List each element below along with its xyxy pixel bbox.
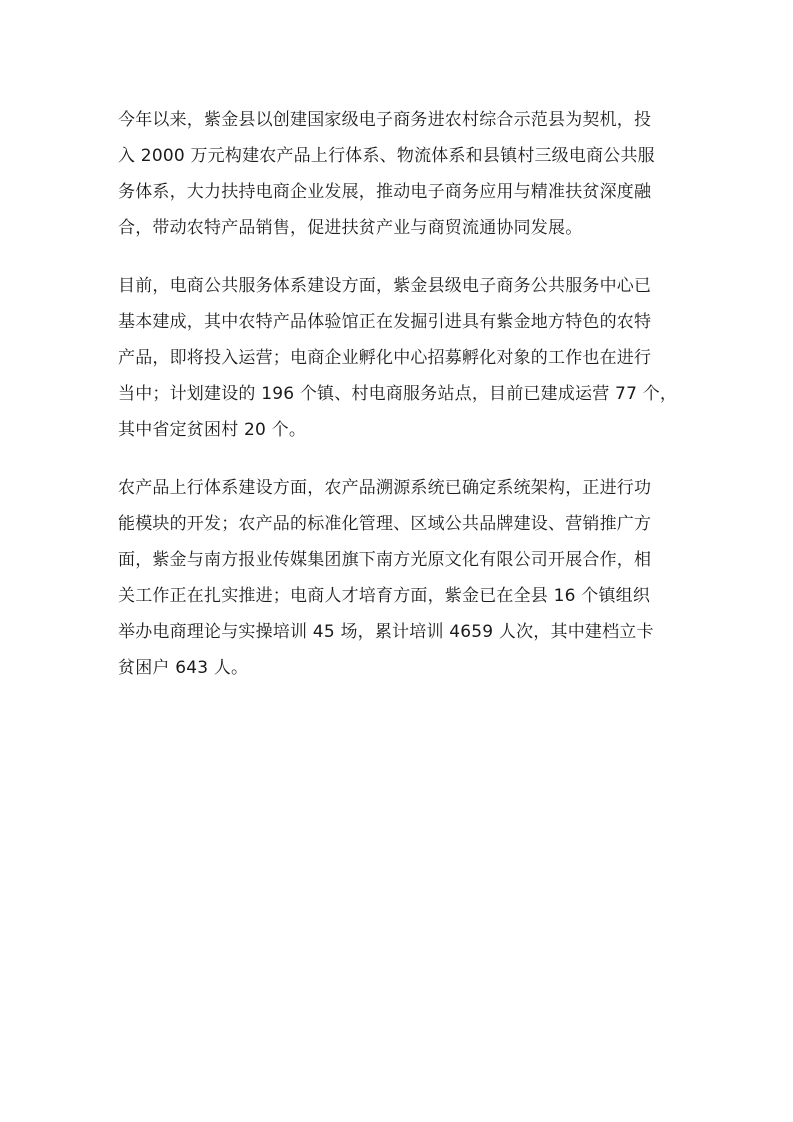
paragraph-public-service: [118, 268, 682, 448]
text-line: 合，带动农特产品销售，促进扶贫产业与商贸流通协同发展。: [118, 218, 583, 238]
text-line: 关工作正在扎实推进；电商人才培育方面，紫金已在全县 16 个镇组织: [118, 586, 651, 606]
text-line: 基本建成，其中农特产品体验馆正在发掘引进具有紫金地方特色的农特: [118, 312, 652, 332]
text-line: 农产品上行体系建设方面，农产品溯源系统已确定系统架构，正进行功: [118, 478, 652, 498]
text-line: 务体系，大力扶持电商企业发展，推动电子商务应用与精准扶贫深度融: [118, 182, 652, 202]
paragraph-intro: [118, 102, 682, 246]
text-line: 面，紫金与南方报业传媒集团旗下南方光原文化有限公司开展合作，相: [118, 550, 652, 570]
paragraph-product-system: [118, 470, 682, 686]
text-line: 目前，电商公共服务体系建设方面，紫金县级电子商务公共服务中心已: [118, 276, 652, 296]
document-body: [118, 102, 682, 708]
text-line: 入 2000 万元构建农产品上行体系、物流体系和县镇村三级电商公共服: [118, 146, 655, 166]
text-line: 举办电商理论与实操培训 45 场，累计培训 4659 人次，其中建档立卡: [118, 622, 654, 642]
text-line: 能模块的开发；农产品的标准化管理、区域公共品牌建设、营销推广方: [118, 514, 652, 534]
text-line: 贫困户 643 人。: [118, 658, 249, 678]
text-line: 当中；计划建设的 196 个镇、村电商服务站点，目前已建成运营 77 个，: [118, 384, 678, 404]
text-line: 其中省定贫困村 20 个。: [118, 420, 307, 440]
text-line: 今年以来，紫金县以创建国家级电子商务进农村综合示范县为契机，投: [118, 110, 652, 130]
text-line: 产品，即将投入运营；电商企业孵化中心招募孵化对象的工作也在进行: [118, 348, 652, 368]
